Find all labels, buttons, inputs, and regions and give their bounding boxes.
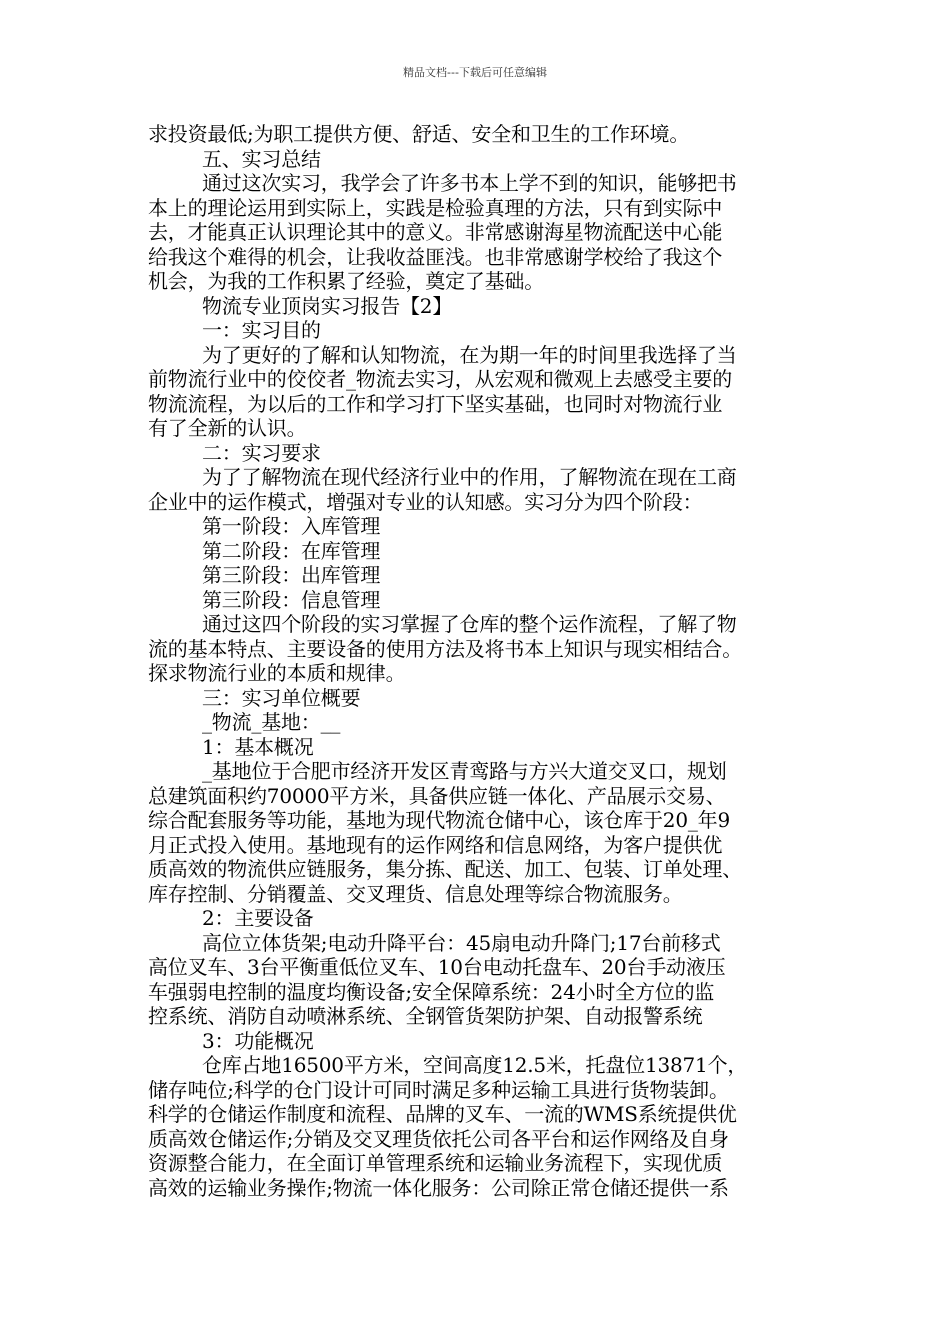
text-line: 车强弱电控制的温度均衡设备;安全保障系统：24小时全方位的监 [148,979,715,1004]
text-line: 2：主要设备 [202,906,314,930]
text-line: 去，才能真正认识理论其中的意义。非常感谢海星物流配送中心能 [148,220,723,244]
text-line: 高位叉车、3台平衡重低位叉车、10台电动托盘车、20台手动液压 [148,955,726,979]
text-line: _基地位于合肥市经济开发区青鸾路与方兴大道交叉口，规划 [202,759,727,783]
text-line: 企业中的运作模式，增强对专业的认知感。实习分为四个阶段： [148,489,703,514]
text-line: 通过这四个阶段的实习掌握了仓库的整个运作流程，了解了物 [202,612,737,636]
text-line: 本上的理论运用到实际上，实践是检验真理的方法，只有到实际中 [148,195,723,220]
text-line: 物流专业顶岗实习报告【2】 [202,293,453,318]
text-line: 求投资最低;为职工提供方便、舒适、安全和卫生的工作环境。 [148,122,690,146]
text-line: 质高效仓储运作;分销及交叉理货依托公司各平台和运作网络及自身 [148,1126,729,1151]
text-line: 科学的仓储运作制度和流程、品牌的叉车、一流的WMS系统提供优 [148,1102,737,1126]
text-line: 前物流行业中的佼佼者_物流去实习，从宏观和微观上去感受主要的 [148,367,732,391]
page-header: 精品文档---下载后可任意编辑 [403,66,547,79]
text-line: 高效的运输业务操作;物流一体化服务：公司除正常仓储还提供一系 [148,1175,729,1200]
text-line: 第三阶段：出库管理 [202,563,381,587]
text-line: 物流流程，为以后的工作和学习打下坚实基础，也同时对物流行业 [148,391,723,416]
text-line: 机会，为我的工作积累了经验，奠定了基础。 [148,269,544,293]
text-line: 储存吨位;科学的仓门设计可同时满足多种运输工具进行货物装卸。 [148,1077,729,1102]
text-line: 3：功能概况 [202,1028,314,1053]
text-line: 为了了解物流在现代经济行业中的作用，了解物流在现在工商 [202,465,737,489]
text-line: 一：实习目的 [202,318,321,342]
text-line: 通过这次实习，我学会了许多书本上学不到的知识，能够把书 [202,171,737,195]
text-line: 为了更好的了解和认知物流，在为期一年的时间里我选择了当 [202,342,737,367]
text-line: 总建筑面积约70000平方米，具备供应链一体化、产品展示交易、 [148,783,726,808]
text-line: 有了全新的认识。 [148,416,307,440]
text-line: 第三阶段：信息管理 [202,587,381,612]
text-line: 库存控制、分销覆盖、交叉理货、信息处理等综合物流服务。 [148,881,683,906]
text-line: 控系统、消防自动喷淋系统、全钢管货架防护架、自动报警系统 [148,1004,703,1028]
text-line: 资源整合能力，在全面订单管理系统和运输业务流程下，实现优质 [148,1151,723,1175]
text-line: 质高效的物流供应链服务，集分拣、配送、加工、包装、订单处理、 [148,857,742,881]
text-line: 二：实习要求 [202,440,321,465]
text-line: 三：实习单位概要 [202,685,361,710]
text-line: 高位立体货架;电动升降平台：45扇电动升降门;17台前移式 [202,930,721,955]
text-line: 1：基本概况 [202,734,314,759]
text-line: 第二阶段：在库管理 [202,538,381,563]
text-line: 给我这个难得的机会，让我收益匪浅。也非常感谢学校给了我这个 [148,244,723,269]
text-line: 第一阶段：入库管理 [202,514,381,538]
text-line: 月正式投入使用。基地现有的运作网络和信息网络，为客户提供优 [148,832,723,857]
text-line: 流的基本特点、主要设备的使用方法及将书本上知识与现实相结合。 [148,636,742,661]
text-line: 仓库占地16500平方米，空间高度12.5米，托盘位13871个， [202,1053,748,1077]
document-body [148,122,818,1200]
text-line: 五、实习总结 [202,146,321,171]
text-line: _物流_基地：__ [202,710,341,734]
text-line: 综合配套服务等功能，基地为现代物流仓储中心，该仓库于20_年9 [148,808,730,832]
text-line: 探求物流行业的本质和规律。 [148,661,406,685]
